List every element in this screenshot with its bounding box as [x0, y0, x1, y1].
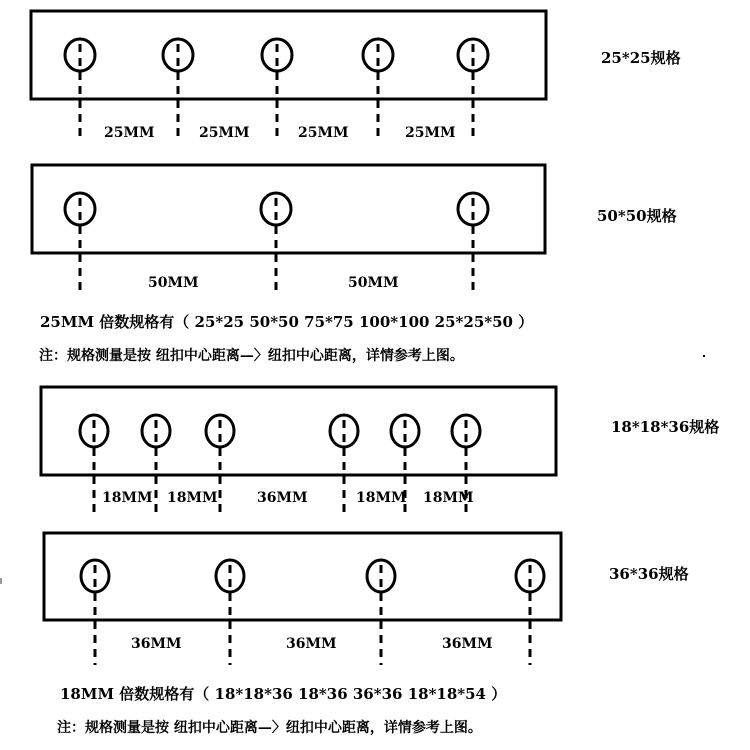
spacing-label: 18MM [356, 490, 407, 506]
button-circles [81, 560, 544, 592]
spacing-label: 25MM [298, 125, 349, 141]
button-circle [65, 193, 95, 225]
button-circle [65, 39, 95, 71]
spacing-label: 36MM [286, 636, 337, 652]
spec-label-36x36: 36*36规格 [609, 565, 689, 583]
spacing-label: 18MM [423, 490, 474, 506]
panel-25x25 [31, 11, 546, 140]
strip-outline [31, 11, 546, 99]
button-circle [391, 415, 419, 447]
center-lines [80, 198, 473, 295]
button-circle [142, 415, 170, 447]
stray-dot [703, 355, 705, 357]
measurement-note-1: 注：规格测量是按 纽扣中心距离—〉纽扣中心距离，详情参考上图。 [39, 348, 464, 364]
button-circle [80, 415, 108, 447]
button-circle [330, 415, 358, 447]
spacing-label: 25MM [405, 125, 456, 141]
spec-label-50x50: 50*50规格 [597, 207, 677, 225]
spacing-label: 36MM [257, 490, 308, 506]
spacing-label: 18MM [102, 490, 153, 506]
button-circles [65, 193, 488, 225]
spec-label-25x25: 25*25规格 [601, 49, 681, 67]
button-circles [65, 39, 488, 71]
strip-outline [32, 165, 545, 253]
strip-outline [44, 533, 561, 620]
button-circles [80, 415, 480, 447]
button-circle [367, 560, 395, 592]
button-circle [516, 560, 544, 592]
button-circle [458, 193, 488, 225]
button-circle [163, 39, 193, 71]
spacing-label: 25MM [199, 125, 250, 141]
button-circle [363, 39, 393, 71]
multiples-note-25: 25MM 倍数规格有（ 25*25 50*50 75*75 100*100 25*25*50 ） [40, 313, 534, 331]
button-circle [452, 415, 480, 447]
button-circle [206, 415, 234, 447]
spacing-label: 25MM [104, 125, 155, 141]
panel-50x50 [32, 165, 545, 295]
multiples-note-18: 18MM 倍数规格有（ 18*18*36 18*36 36*36 18*18*54 ） [60, 685, 507, 703]
button-circle [458, 39, 488, 71]
button-circle [81, 560, 109, 592]
spacing-label: 36MM [442, 636, 493, 652]
spacing-label: 36MM [131, 636, 182, 652]
button-circle [261, 193, 291, 225]
button-circle [216, 560, 244, 592]
spacing-label: 50MM [348, 275, 399, 291]
measurement-note-2: 注：规格测量是按 纽扣中心距离—〉纽扣中心距离，详情参考上图。 [57, 720, 482, 736]
spacing-label: 50MM [148, 275, 199, 291]
spacing-label: 18MM [167, 490, 218, 506]
button-circle [262, 39, 292, 71]
spec-label-18x18x36: 18*18*36规格 [611, 418, 720, 436]
stray-dot [0, 578, 2, 584]
